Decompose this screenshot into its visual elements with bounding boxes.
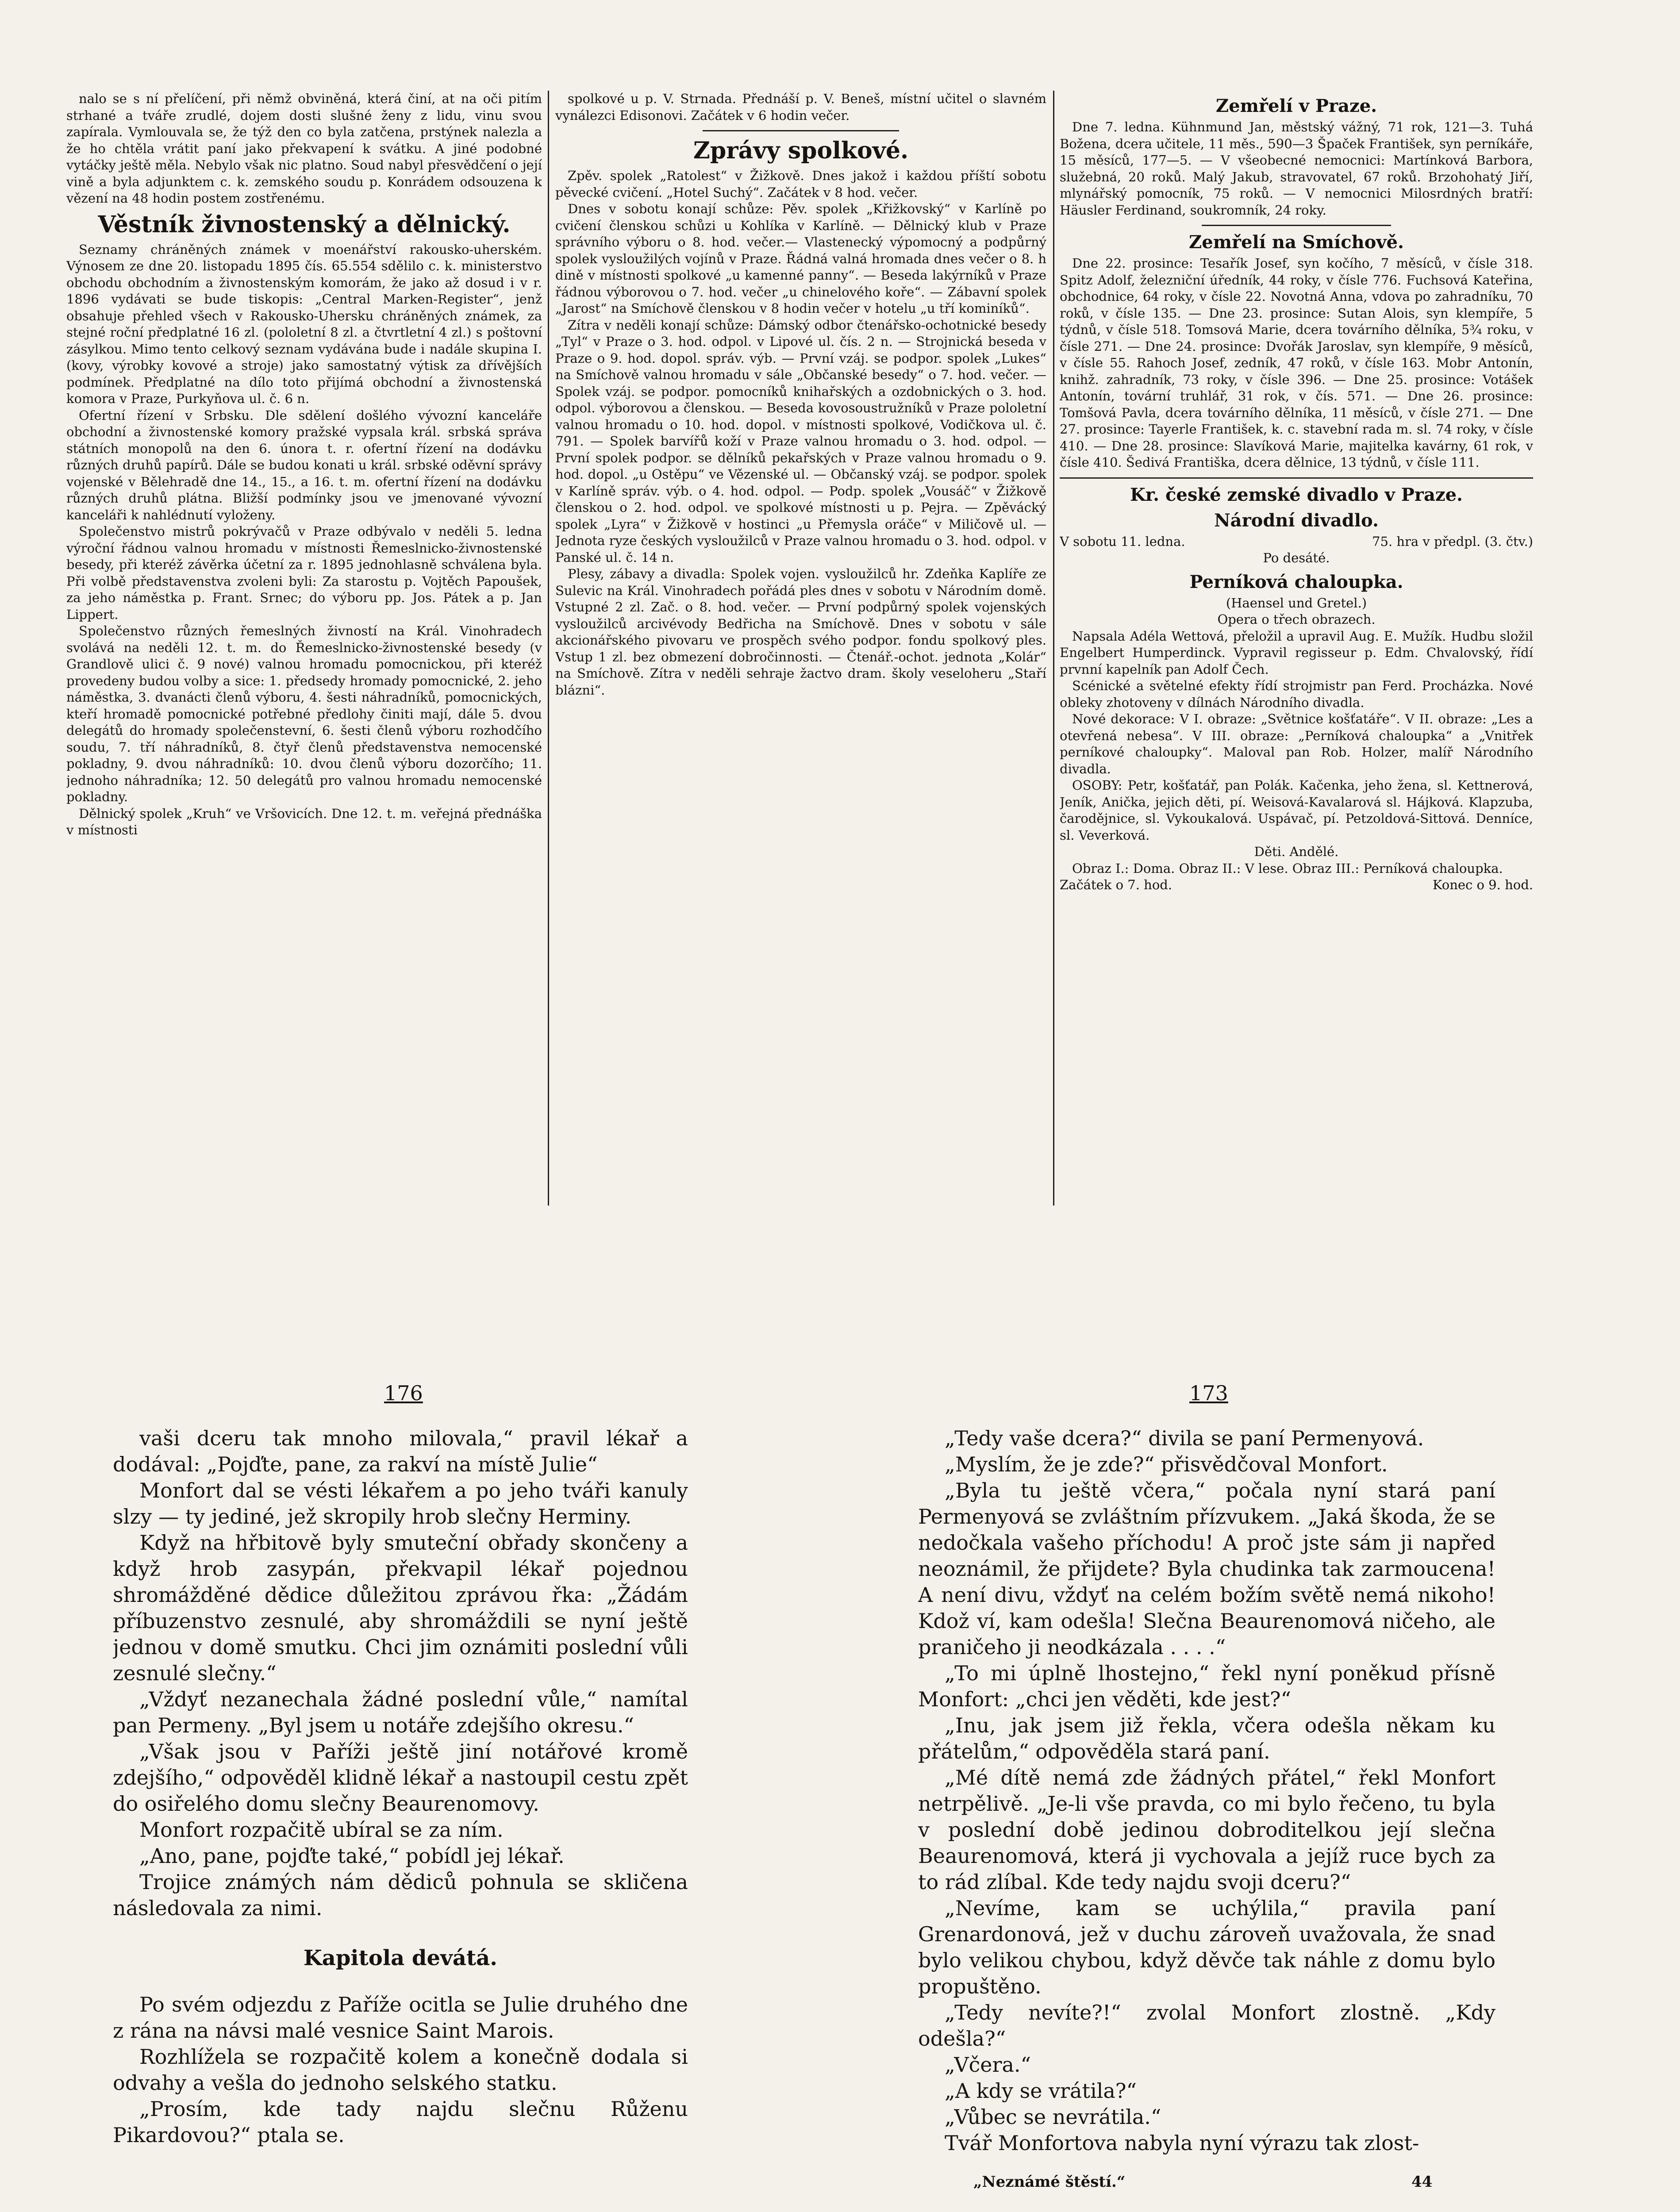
column-2-intro [555, 91, 1046, 124]
serial-title: „Neznámé štěstí.“ [973, 2173, 1126, 2191]
deaths-smichov-text: Dne 22. prosince: Tesařík Josef, syn kočího, 7 měsíců, v čísle 318. Spitz Adolf, železniční úředník, 44 roky, v čísle 776. Fuchsová Kateřina, obchodnice, 64 roky, v čísle 22. Novotná Anna, vdova po zahradníku, 70 roků, v čísle 135. — Dne 23. prosince: Sutan Alois, syn klempíře, 5 týdnů, v čísle 518. Tomsová Marie, dcera továrního dělníka, 5¾ roku, v čísle 271. — Dne 24. prosince: Dvořák Jaroslav, syn klempíře, 9 měsíců, v čísle 55. Rahoch Josef, zedník, 47 roků, v čísle 163. Mobr Antonín, knihž. zahradník, 73 roky, v čísle 396. — Dne 25. prosince: Votášek Antonín, tovární truhlář, 31 rok, v čís. 571. — Dne 26. prosince: Tomšová Pavla, dcera továrního dělníka, 11 měsíců, v čísle 271. — Dne 27. prosince: Tayerle František, k. c. stavební rada m. sl. 74 roky, v čísle 410. — Dne 28. prosince: Slavíková Marie, majitelka kavárny, 61 rok, v čísle 410. Šedivá Františka, dcera dělnice, 13 týdnů, v čísle 111. [1060, 256, 1533, 470]
end-time: Konec o 9. hod. [1432, 877, 1533, 892]
divider-rule [1060, 477, 1533, 479]
paragraph: „Myslím, že je zde?“ přisvědčoval Monfort. [945, 1452, 1388, 1476]
start-time: Začátek o 7. hod. [1060, 877, 1173, 892]
column-1-intro [66, 91, 542, 207]
time-row [1060, 877, 1533, 894]
paragraph: Tvář Monfortova nabyla nyní výrazu tak zlost- [945, 2131, 1419, 2155]
performance-count: Po desáté. [1263, 550, 1330, 565]
paragraph: „To mi úplně lhostejno,“ řekl nyní poněkud přísně Monfort: „chci jen věděti, kde jest?“ [918, 1661, 1495, 1711]
theater-heading: Kr. české zemské divadlo v Praze. [1130, 484, 1463, 505]
paragraph: vaši dceru tak mnoho milovala,“ pravil lékař a dodával: „Pojďte, pane, za rakví na místě Julie“ [113, 1426, 688, 1476]
paragraph: nalo se s ní přelíčení, při němž obviněná, která činí, at na oči pitím strhané a tváře zrudlé, dojem dosti slušné ženy z lidu, vinu svou zapírala. Vymlouvala se, že týž den co byla zatčena, prstýnek nalezla a že ho chtěla vrátit paní jako překvapení k svátku. A jiné podobné vytáčky ještě měla. Nebylo však nic platno. Soud nabyl přesvědčení o její vině a byla adjunktem c. k. zemského soudu p. Konrádem odsouzena k vězení na 48 hodin postem zostřenému. [66, 91, 542, 206]
paragraph: spolkové u p. V. Strnada. Přednáší p. V. Beneš, místní učitel o slavném vynálezci Edisonovi. Začátek v 6 hodin večer. [555, 91, 1046, 123]
column-2 [555, 91, 1046, 1221]
column-3 [1060, 91, 1533, 1221]
paragraph: „Vždyť nezanechala žádné poslední vůle,“ namítal pan Permeny. „Byl jsem u notáře zdejšího okresu.“ [113, 1687, 688, 1737]
paragraph: Trojice známých nám dědiců pohnula se skličena následovala za nimi. [113, 1870, 688, 1920]
column-divider [548, 91, 549, 1206]
divider-rule [703, 130, 899, 131]
paragraph: „Včera.“ [945, 2053, 1031, 2077]
play-title: Perníková chaloupka. [1189, 571, 1403, 592]
paragraph: Monfort rozpačitě ubíral se za ním. [139, 1818, 504, 1842]
play-credits: Napsala Adéla Wettová, přeložil a upravil Aug. E. Mužík. Hudbu složil Engelbert Humperdinck. Vypravil regisseur p. Edm. Chvalovský, řídí prvnní kapelník pan Adolf Čech. [1060, 628, 1533, 677]
paragraph: Rozhlížela se rozpačitě kolem a konečně dodala si odvahy a vešla do jednoho selského statku. [113, 2045, 688, 2095]
paragraph: „Prosím, kde tady najdu slečnu Růženu Pikardovou?“ ptala se. [113, 2097, 688, 2147]
column-1 [66, 91, 542, 1221]
play-genre: Opera o třech obrazech. [1217, 612, 1376, 627]
divider-rule [1202, 225, 1391, 226]
column-divider [1053, 91, 1054, 1206]
column-2-body [555, 168, 1046, 699]
performance-date-row [1060, 534, 1533, 550]
page-number-left: 176 [384, 1381, 423, 1405]
paragraph: Zpěv. spolek „Ratolest“ v Žižkově. Dnes jakož i každou příští sobotu pěvecké cvičení. „Hotel Suchý“. Začátek v 8 hod. večer. [555, 168, 1046, 200]
paragraph: Ofertní řízení v Srbsku. Dle sdělení došlého vývozní kanceláře obchodní a živnostenské komory pražské vypsala král. srbská správa státních monopolů na den 6. února t. r. ofertní řízení na dodávku různých druhů papírů. Dále se budou konati u král. srbské oděvní správy vojenské v Bělehradě dne 14., 15., a 16. t. m. ofertní řízení na dodávku různých druhů plátna. Bližší podmínky jsou ve jmenované vývozní kanceláři k nahlédnutí vyloženy. [66, 407, 542, 522]
play-effects: Scénické a světelné efekty řídí strojmistr pan Ferd. Procházka. Nové obleky zhotoveny v dílnách Národního divadla. [1060, 678, 1533, 710]
left-page-text [113, 1425, 688, 1921]
performance-date: V sobotu 11. ledna. [1060, 534, 1185, 549]
paragraph: Dělnický spolek „Kruh“ ve Vršovicích. Dne 12. t. m. veřejná přednáška v místnosti [66, 806, 542, 837]
play-decorations: Nové dekorace: V I. obraze: „Světnice košťatáře“. V II. obraze: „Les a otevřená nebesa“. V III. obraze: „Perníková chaloupka“ a „Vnitřek perníkové chaloupky“. Maloval pan Rob. Holzer, malíř Národního divadla. [1060, 711, 1533, 776]
column-1-body [66, 242, 542, 839]
paragraph: „Však jsou v Paříži ještě jiní notářové kromě zdejšího,“ odpověděl klidně lékař a nastoupil cestu zpět do osiřelého domu slečny Beaurenomovy. [113, 1740, 688, 1816]
play-subtitle: (Haensel und Gretel.) [1226, 595, 1367, 611]
paragraph: Plesy, zábavy a divadla: Spolek vojen. vysloužilců hr. Zdeňka Kaplíře ze Sulevic na Král. Vinohradech pořádá ples dnes v sobotu v Národním domě. Vstupné 2 zl. Zač. o 8. hod. večer. — První podpůrný spolek vojenských vysloužilců arcivévody Bedřicha na Smíchově. Dnes v sobotu v sále akcionářského pivovaru ve prospěch svého podpor. fondu spolkový ples. Vstup 1 zl. bez obmezení dobročinnosti. — Čtenář.-ochot. jednota „Kolár“ na Smíchově. Zítra v neděli sehraje žactvo dram. školy veseloheru „Staří blázni“. [555, 566, 1046, 698]
paragraph: „Tedy nevíte?!“ zvolal Monfort zlostně. „Kdy odešla?“ [918, 2001, 1495, 2051]
paragraph: „Tedy vaše dcera?“ divila se paní Permenyová. [945, 1426, 1424, 1450]
paragraph: „A kdy se vrátila?“ [945, 2079, 1137, 2103]
paragraph: „Ano, pane, pojďte také,“ pobídl jej lékař. [139, 1844, 565, 1868]
chapter-heading: Kapitola devátá. [304, 1946, 497, 1970]
paragraph: Společenstvo různých řemeslných živností na Král. Vinohradech svolává na neděli 12. t. m. do Řemeslnicko-živnostenské besedy (v Grandlově ulici č. 9 nové) valnou hromadu pomocnickou, při kteréž provedeny budou volby a sice: 1. předsedy hromady pomocnické, 2. jeho náměstka, 3. dvanácti členů výboru, 4. šesti náhradníků, pomocnických, kteří hromadě pomocnické potřebné předlohy činiti mají, dále 5. dvou delegátů do hromady společenstevní, 6. šesti členů výboru rozhodčího soudu, 7. tří náhradníků, 8. čtyř členů představenstva nemocenské pokladny, 9. dvou náhradníků: 10. dvou členů výboru dozorčího; 11. jednoho náhradníka; 12. 50 delegátů pro valnou hromadu nemocenské pokladny. [66, 623, 542, 804]
paragraph: „Vůbec se nevrátila.“ [945, 2105, 1161, 2129]
paragraph: Společenstvo mistrů pokrývačů v Praze odbývalo v neděli 5. ledna výroční řádnou valnou hromadu v místnosti Řemeslnicko-živnostenské besedy, při kteréž závěrka účetní za r. 1895 jednohlasně schválena byla. Při volbě představenstva zvoleni byli: Za starostu p. Vojtěch Papoušek, za jeho náměstka p. Frant. Srnec; do výboru pp. Jos. Pátek a p. Jan Lippert. [66, 524, 542, 622]
paragraph: „Byla tu ještě včera,“ počala nyní stará paní Permenyová se zvláštním přízvukem. „Jaká škoda, že se nedočkala vašeho příchodu! A proč jste sám ji napřed neoznámil, že přijdete? Byla chudinka tak zarmoucena! A není divu, vždyť na celém božím světě nemá nikoho! Kdož ví, kam odešla! Slečna Beaurenomová ničeho, ale praničeho ji neodkázala . . . .“ [918, 1479, 1495, 1659]
play-cast: OSOBY: Petr, košťatář, pan Polák. Kačenka, jeho žena, sl. Kettnerová, Jeník, Anička, jejich děti, pí. Weisová-Kavalarová sl. Hájková. Klapzuba, čarodějnice, sl. Vykoukalová. Uspávač, pí. Petzoldová-Sittová. Denníce, sl. Veverková. [1060, 778, 1533, 843]
paragraph: Dnes v sobotu konají schůze: Pěv. spolek „Křižkovský“ v Karlíně po cvičení členskou schůzi u Kohlíka v Karlíně. — Dělnický klub v Praze správního výboru o 8. hod. večer.— Vlastenecký výpomocný a podpůrný spolek vysloužilých vojínů v Praze. Řádná valná hromada dnes večer o 8. h dině v místnosti spolkové „u kamenné panny“. — Beseda lakýrníků v Praze řádnou výborovou o 7. hod. večer „u chinelového koře“. — Zábavní spolek „Jarost“ na Smíchově členskou v 8 hodin večer v hotelu „u tří kominíků“. [555, 201, 1046, 316]
paragraph: Monfort dal se vésti lékařem a po jeho tváři kanuly slzy — ty jediné, jež skropily hrob slečny Herminy. [113, 1479, 688, 1528]
play-extras: Děti. Andělé. [1254, 844, 1339, 859]
paragraph: Seznamy chráněných známek v moenářství rakousko-uherském. Výnosem ze dne 20. listopadu 1895 čís. 65.554 sdělilo c. k. ministerstvo obchodu obchodním a živnostenským komorám, že jako až dosud i v r. 1896 vydávati se bude tiskopis: „Central Marken-Register“, jenž obsahuje přehled všech v Rakousko-Uhersku chráněných známek, za stejné roční předplatné 16 zl. (pololetní 8 zl. a čtvrtletní 4 zl.) s poštovní zásylkou. Mimo tento celkový seznam vydávána bude i nadále skupina I. (kovy, výrobky kovové a stroje) jako samostatný výtisk za dřívějších podmínek. Předplatné na dílo toto přijímá obchodní a živnostenská komora v Praze, Purkyňova ul. č. 6 n. [66, 242, 542, 406]
deaths-prague-text: Dne 7. ledna. Kühnmund Jan, městský vážný, 71 rok, 121—3. Tuhá Božena, dcera učitele, 11 měs., 590—3 Špaček František, syn perníkáře, 15 měsíců, 177—5. — V všeobecné nemocnici: Martínková Barbora, služebná, 20 roků. Malý Jakub, stravovatel, 67 roků. Brzohohatý Jiří, mlynářský pomocník, 75 roků. — V nemocnici Milosrdných bratří: Häusler Ferdinand, soukromník, 24 roky. [1060, 119, 1533, 218]
deaths-prague-heading: Zemřelí v Praze. [1215, 96, 1377, 116]
right-page-text [918, 1425, 1495, 2156]
paragraph: „Mé dítě nemá zde žádných přátel,“ řekl Monfort netrpělivě. „Je-li vše pravda, co mi bylo řečeno, tu byla v poslední době jedinou dobroditelkou její slečna Beaurenomová, která ji vychovala a jejíž ruce bych za to rád zlíbal. Kde tedy najdu svoji dceru?“ [918, 1766, 1495, 1894]
play-scenes: Obraz I.: Doma. Obraz II.: V lese. Obraz III.: Perníková chaloupka. [1072, 860, 1503, 876]
deaths-smichov-heading: Zemřelí na Smíchově. [1189, 232, 1404, 253]
subscription-info: 75. hra v předpl. (3. čtv.) [1372, 534, 1533, 549]
national-theater-heading: Národní divadlo. [1214, 510, 1379, 531]
paragraph: Po svém odjezdu z Paříže ocitla se Julie druhého dne z rána na návsi malé vesnice Saint Marois. [113, 1993, 688, 2043]
paragraph: „Nevíme, kam se uchýlila,“ pravila paní Grenardonová, jež v duchu zároveň uvažovala, že snad bylo velikou chybou, když děvče tak náhle z domu bylo propuštěno. [918, 1896, 1495, 1998]
sheet-number: 44 [1411, 2173, 1433, 2191]
left-page-text-continued [113, 1992, 688, 2148]
section-heading-trade-news: Věstník živnostenský a dělnický. [98, 211, 511, 238]
novel-page-left [113, 1425, 688, 2191]
novel-page-right [918, 1425, 1495, 2169]
paragraph: Když na hřbitově byly smuteční obřady skončeny a když hrob zasypán, překvapil lékař pojednou shromážděné dědice důležitou zprávou řka: „Žádám příbuzenstvo zesnulé, aby shromáždili se nyní ještě jednou v domě smutku. Chci jim oznámiti poslední vůli zesnulé slečny.“ [113, 1531, 688, 1685]
paragraph: „Inu, jak jsem již řekla, včera odešla někam ku přátelům,“ odpověděla stará paní. [918, 1713, 1495, 1763]
section-heading-club-news: Zprávy spolkové. [693, 137, 909, 164]
page-number-right: 173 [1189, 1381, 1228, 1405]
paragraph: Zítra v neděli konají schůze: Dámský odbor čtenářsko-ochotnické besedy „Tyl“ v Praze o 3. hod. odpol. v Lipové ul. čís. 2 n. — Strojnická beseda v Praze o 9. hod. dopol. správ. výb. — První vzáj. se podpor. spolek „Lukes“ na Smíchově valnou hromadu v sále „Občanské besedy“ o 7. hod. večer. — Spolek vzáj. se podpor. pomocníků knihařských a ozdobnických o 3. hod. odpol. výborovou a členskou. — Beseda kovosoustružníků v Praze pololetní valnou hromadu o 10. hod. dopol. v místnosti spolkové, Vodičkova ul. č. 791. — Spolek barvířů koží v Praze valnou hromadu o 3. hod. odpol. — První spolek podpor. se dělníků pekařských v Praze valnou hromadu o 9. hod. dopol. „u Ostěpu“ ve Vězenské ul. — Občanský vzáj. se podpor. spolek v Karlíně správ. výb. o 4. hod. odpol. — Podp. spolek „Vousáč“ v Žižkově členskou o 2. hod. odpol. ve spolkové místnosti u p. Pejra. — Zpěvácký spolek „Lyra“ v Žižkově v hostinci „u Přemysla oráče“ v Miličově ul. — Jednota ryze českých vysloužilců v Praze valnou hromadu o 3. hod. odpol. v Panské ul. č. 14 n. [555, 317, 1046, 565]
